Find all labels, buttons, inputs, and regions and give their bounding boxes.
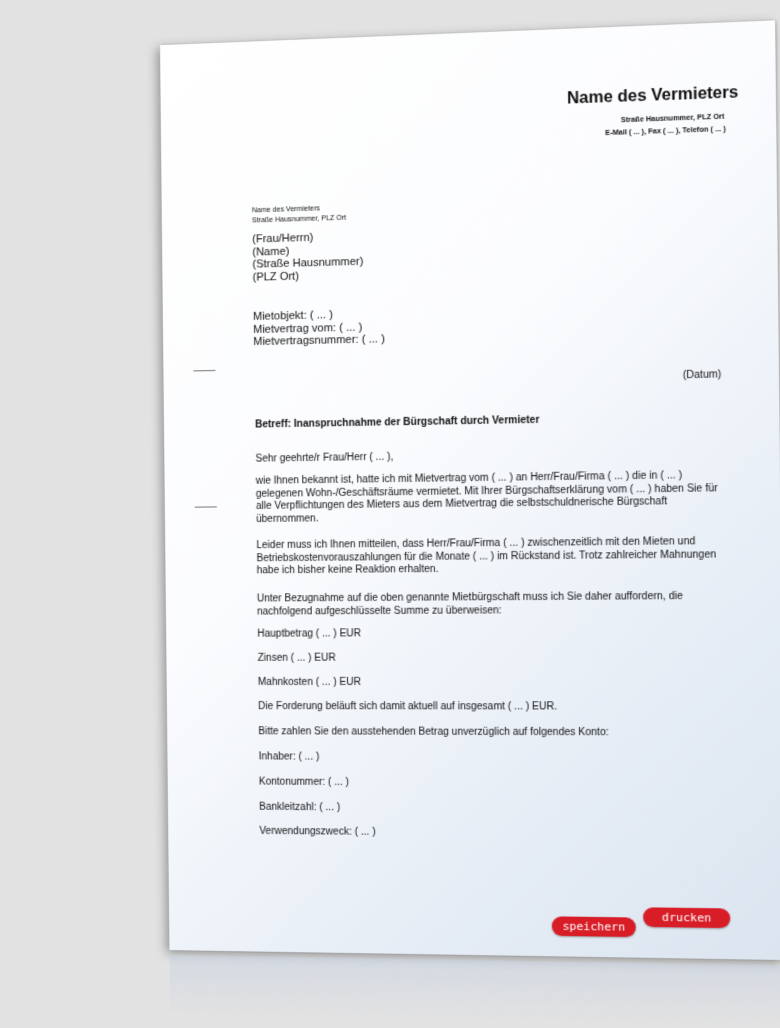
- sender-address: Straße Hausnummer, PLZ Ort: [251, 214, 347, 225]
- account-verwendungszweck: Verwendungszweck: ( ... ): [259, 825, 376, 838]
- fold-mark: [195, 506, 217, 507]
- paragraph-line: übernommen.: [256, 512, 319, 525]
- salutation: Sehr geehrte/r Frau/Herr ( ... ),: [255, 451, 394, 465]
- fold-mark: [193, 370, 215, 371]
- recipient-address: [252, 230, 363, 283]
- paragraph-line: gelegenen Wohn-/Geschäftsräume vermietet. Mit Ihrer Bürgschaftserklärung vom ( ... ) haben Sie für: [255, 482, 718, 500]
- paragraph-line: Betriebskostenvorauszahlungen für die Monate ( ... ) im Rückstand ist. Trotz zahlreicher Mahnungen: [256, 548, 717, 564]
- print-button[interactable]: drucken: [643, 907, 730, 928]
- recipient-city: (PLZ Ort): [252, 269, 299, 284]
- save-button[interactable]: speichern: [552, 916, 636, 937]
- reference-block: [253, 308, 385, 349]
- account-bankleitzahl: Bankleitzahl: ( ... ): [259, 801, 341, 814]
- letterhead-name: Name des Vermieters: [566, 83, 739, 108]
- paragraph-line: alle Verpflichtungen des Mieters aus dem Mietvertrag die selbstschuldnerische Bürgschaft: [255, 496, 668, 512]
- account-inhaber: Inhaber: ( ... ): [258, 751, 320, 763]
- reference-vertragsnummer: Mietvertragsnummer: ( ... ): [253, 333, 385, 349]
- paragraph-line: Unter Bezugnahme auf die oben genannte Mietbürgschaft muss ich Sie daher auffordern, die: [256, 590, 683, 605]
- date: (Datum): [682, 369, 722, 382]
- letterhead-contact: E-Mail ( ... ), Fax ( ... ), Telefon ( ... ): [605, 125, 726, 138]
- reference-mietvertrag: Mietvertrag vom: ( ... ): [253, 320, 363, 336]
- recipient-name: (Name): [252, 245, 290, 259]
- paragraph-line: wie Ihnen bekannt ist, hatte ich mit Mietvertrag vom ( ... ) an Herr/Frau/Firma ( ... ) die in ( ... ): [255, 470, 683, 487]
- item-zinsen: Zinsen ( ... ) EUR: [257, 652, 336, 664]
- paragraph-line: habe ich bisher keine Reaktion erhalten.: [256, 563, 439, 577]
- item-hauptbetrag: Hauptbetrag ( ... ) EUR: [257, 628, 362, 640]
- subject: Betreff: Inanspruchnahme der Bürgschaft durch Vermieter: [255, 414, 540, 431]
- paragraph-1: [256, 470, 718, 526]
- document-page: [160, 20, 780, 960]
- reference-mietobjekt: Mietobjekt: ( ... ): [252, 309, 333, 323]
- paragraph-line: Leider muss ich Ihnen mitteilen, dass Herr/Frau/Firma ( ... ) zwischenzeitlich mit den Mieten und: [256, 536, 696, 552]
- recipient-salutation: (Frau/Herrn): [252, 231, 314, 246]
- account-kontonummer: Kontonummer: ( ... ): [258, 776, 350, 789]
- page-reflection: [170, 955, 780, 1028]
- paragraph-3: [257, 591, 683, 619]
- sender-name: Name des Vermieters: [251, 205, 321, 215]
- paragraph-2: [256, 536, 716, 578]
- recipient-street: (Straße Hausnummer): [252, 255, 364, 271]
- paragraph-line: nachfolgend aufgeschlüsselte Summe zu überweisen:: [257, 604, 502, 618]
- payment-request: Bitte zahlen Sie den ausstehenden Betrag unverzüglich auf folgendes Konto:: [258, 726, 609, 739]
- total-amount: Die Forderung beläuft sich damit aktuell auf insgesamt ( ... ) EUR.: [258, 701, 558, 713]
- item-mahnkosten: Mahnkosten ( ... ) EUR: [257, 676, 362, 688]
- letterhead-address: Straße Hausnummer, PLZ Ort: [620, 113, 725, 125]
- document-preview: [160, 20, 780, 1012]
